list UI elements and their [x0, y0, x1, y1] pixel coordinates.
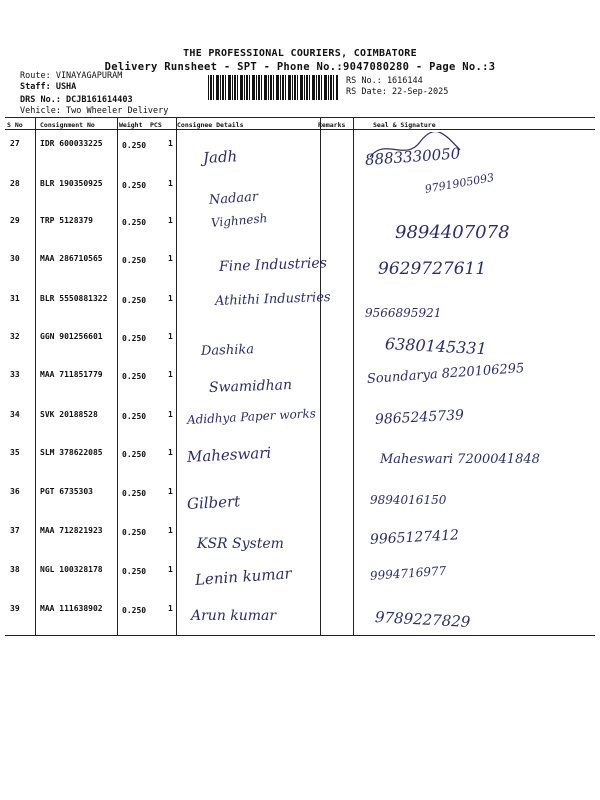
header-remarks: Remarks	[318, 121, 346, 129]
row-consignment-no: MAA 711851779	[40, 370, 103, 379]
barcode	[208, 75, 338, 100]
table-rule	[5, 117, 595, 118]
row-consignee-handwritten: Adidhya Paper works	[186, 406, 317, 427]
table-rule	[5, 635, 595, 636]
row-consignee-handwritten: Arun kumar	[191, 608, 277, 624]
company-title: THE PROFESSIONAL COURIERS, COIMBATORE	[183, 48, 417, 59]
row-pcs: 1	[168, 139, 173, 148]
runsheet-subtitle: Delivery Runsheet - SPT - Phone No.:9047080280 - Page No.:3	[104, 61, 496, 73]
row-consignment-no: PGT 6735303	[40, 487, 93, 496]
rs-number: RS No.: 1616144	[346, 76, 423, 86]
header-seal-signature: Seal & Signature	[373, 121, 436, 129]
runsheet-table	[5, 117, 595, 636]
row-signature-handwritten: 9789227829	[374, 608, 471, 631]
row-sno: 31	[10, 294, 20, 303]
row-signature-handwritten: 9994716977	[369, 563, 447, 583]
row-signature-handwritten: 9894016150	[370, 493, 447, 507]
row-weight: 0.250	[122, 412, 147, 421]
row-pcs: 1	[168, 487, 173, 496]
row-pcs: 1	[168, 179, 173, 188]
row-weight: 0.250	[122, 372, 147, 381]
row-weight: 0.250	[122, 450, 147, 459]
row-pcs: 1	[168, 565, 173, 574]
row-weight: 0.250	[122, 606, 147, 615]
row-pcs: 1	[168, 254, 173, 263]
row-sno: 27	[10, 139, 20, 148]
row-consignee-handwritten: Maheswari	[186, 443, 272, 466]
row-weight: 0.250	[122, 218, 147, 227]
row-consignment-no: IDR 600033225	[40, 139, 103, 148]
row-pcs: 1	[168, 526, 173, 535]
table-row	[5, 400, 595, 440]
row-consignment-no: BLR 5550881322	[40, 294, 108, 303]
row-consignee-handwritten: Dashika	[200, 342, 255, 359]
row-consignee-handwritten: Gilbert	[186, 492, 241, 513]
table-row	[5, 169, 595, 209]
row-pcs: 1	[168, 604, 173, 613]
signature-flourish	[365, 132, 475, 162]
row-weight: 0.250	[122, 489, 147, 498]
row-consignment-no: MAA 286710565	[40, 254, 103, 263]
row-signature-handwritten: 9894407078	[395, 222, 510, 243]
header-consignee: Consignee Details	[177, 121, 244, 129]
row-consignment-no: NGL 100328178	[40, 565, 103, 574]
row-sno: 32	[10, 332, 20, 341]
row-pcs: 1	[168, 370, 173, 379]
row-consignee-handwritten: Athithi Industries	[214, 289, 331, 309]
header-weight: Weight	[119, 121, 143, 129]
row-signature-handwritten: 9791905093	[423, 170, 496, 196]
row-weight: 0.250	[122, 256, 147, 265]
row-weight: 0.250	[122, 296, 147, 305]
row-sno: 34	[10, 410, 20, 419]
row-signature-handwritten: 9965127412	[369, 527, 460, 548]
row-sno: 36	[10, 487, 20, 496]
row-consignment-no: TRP 5128379	[40, 216, 93, 225]
row-sno: 29	[10, 216, 20, 225]
row-consignment-no: MAA 111638902	[40, 604, 103, 613]
row-sno: 30	[10, 254, 20, 263]
row-weight: 0.250	[122, 528, 147, 537]
row-consignee-handwritten: KSR System	[197, 536, 284, 552]
table-row	[5, 555, 595, 595]
table-row	[5, 438, 595, 478]
row-weight: 0.250	[122, 567, 147, 576]
row-signature-handwritten: 6380145331	[384, 334, 488, 359]
row-consignee-handwritten: Jadh	[202, 147, 238, 167]
staff-label: Staff: USHA	[20, 82, 77, 92]
row-signature-handwritten: 9566895921	[365, 306, 442, 320]
row-sno: 39	[10, 604, 20, 613]
row-consignment-no: SLM 378622085	[40, 448, 103, 457]
table-row	[5, 360, 595, 400]
header-pcs: PCS	[150, 121, 162, 129]
table-row	[5, 477, 595, 517]
row-pcs: 1	[168, 448, 173, 457]
row-consignment-no: GGN 901256601	[40, 332, 103, 341]
row-signature-handwritten: 9865245739	[374, 407, 465, 428]
row-sno: 37	[10, 526, 20, 535]
row-consignee-handwritten: Vighnesh	[210, 211, 268, 230]
row-pcs: 1	[168, 332, 173, 341]
row-signature-handwritten: Maheswari 7200041848	[380, 452, 540, 467]
row-signature-handwritten: Soundarya 8220106295	[366, 361, 525, 387]
row-sno: 33	[10, 370, 20, 379]
row-sno: 28	[10, 179, 20, 188]
row-consignee-handwritten: Swamidhan	[208, 377, 293, 396]
table-row	[5, 284, 595, 324]
row-weight: 0.250	[122, 334, 147, 343]
table-row	[5, 206, 595, 246]
row-consignee-handwritten: Fine Industries	[218, 255, 328, 275]
header-consignment: Consignment No	[40, 121, 95, 129]
row-consignee-handwritten: Nadaar	[208, 189, 259, 208]
row-sno: 35	[10, 448, 20, 457]
route-label: Route: VINAYAGAPURAM	[20, 71, 123, 81]
row-weight: 0.250	[122, 181, 147, 190]
row-signature-handwritten: 8883330050	[364, 144, 461, 169]
table-row	[5, 244, 595, 284]
table-row	[5, 129, 595, 169]
drs-number: DRS No.: DCJB161614403	[20, 95, 133, 105]
row-consignee-handwritten: Lenin kumar	[194, 564, 293, 589]
row-signature-handwritten: 9629727611	[378, 259, 487, 279]
row-pcs: 1	[168, 410, 173, 419]
rs-date: RS Date: 22-Sep-2025	[346, 87, 449, 97]
table-row	[5, 594, 595, 634]
row-consignment-no: SVK 20188528	[40, 410, 98, 419]
vehicle-label: Vehicle: Two Wheeler Delivery	[20, 106, 169, 116]
table-row	[5, 322, 595, 362]
row-weight: 0.250	[122, 141, 147, 150]
row-consignment-no: BLR 190350925	[40, 179, 103, 188]
header-sno: S No	[7, 121, 23, 129]
row-pcs: 1	[168, 294, 173, 303]
table-row	[5, 516, 595, 556]
row-pcs: 1	[168, 216, 173, 225]
row-consignment-no: MAA 712821923	[40, 526, 103, 535]
row-sno: 38	[10, 565, 20, 574]
